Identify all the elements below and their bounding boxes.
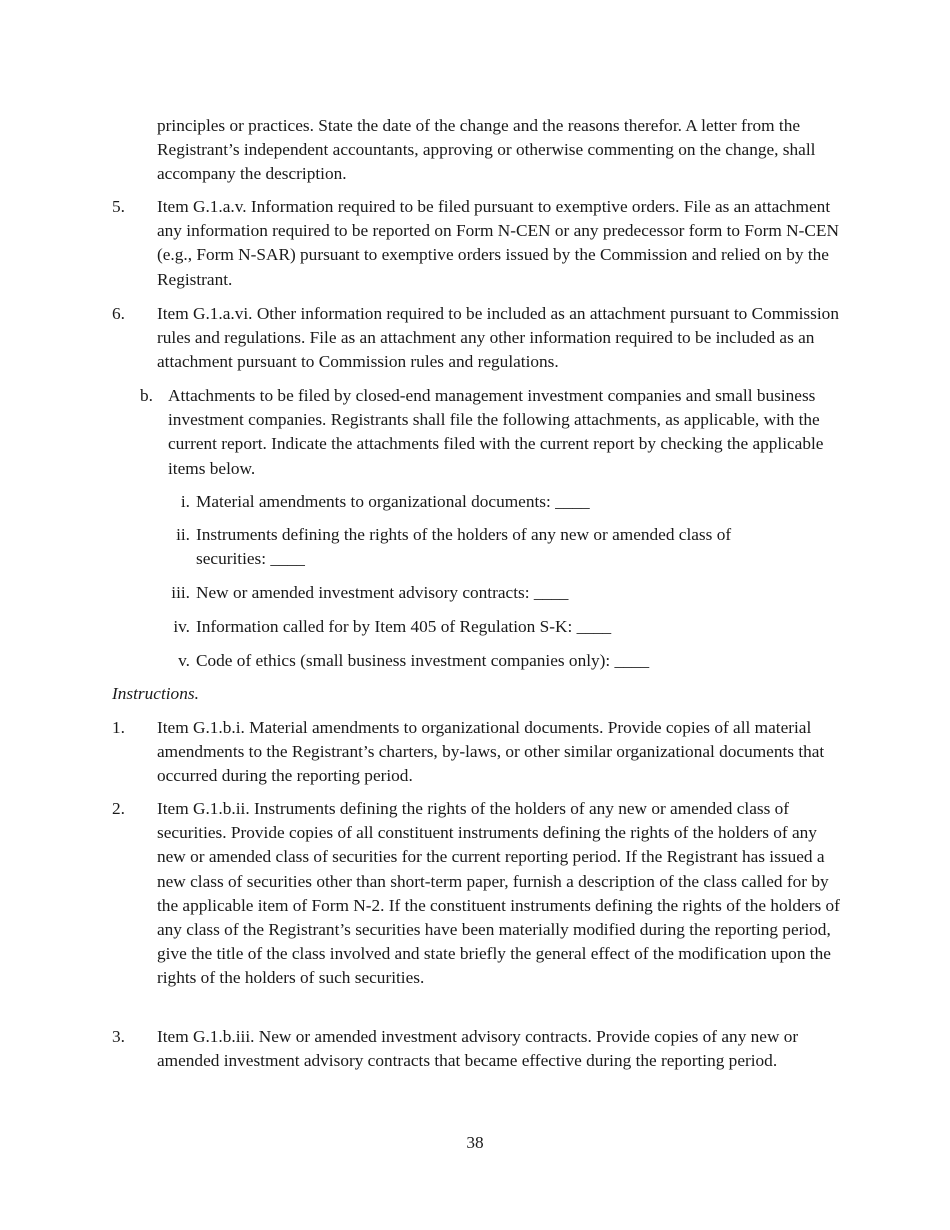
page-number: 38 <box>466 1133 484 1152</box>
instruction-1-number: 1. <box>112 718 125 737</box>
item-5-text: Item G.1.a.v. Information required to be filed pursuant to exemptive orders. File as an attachment any information required to be reported on Form N-CEN or any predecessor form to Form N-CEN (e.g., Form N-SAR) pursuant to exemptive orders issued by the Commission and relied on by the Registrant. <box>157 197 839 289</box>
section-b-label: b. <box>140 386 153 405</box>
subitem-iii-label: iii. <box>171 583 190 602</box>
subitem-i-text: Material amendments to organizational documents: ____ <box>196 492 590 511</box>
item-6-text: Item G.1.a.vi. Other information required to be included as an attachment pursuant to Commission rules and regulations. File as an attachment any other information required to be included as an attachment pursuant to Commission rules and regulations. <box>157 304 839 372</box>
section-b-text: Attachments to be filed by closed-end management investment companies and small business investment companies. Registrants shall file the following attachments, as applicable, with the current report. Indicate the attachments filed with the current report by checking the applicable items below. <box>168 386 824 478</box>
subitem-ii-text: Instruments defining the rights of the holders of any new or amended class of securities: ____ <box>196 525 732 569</box>
subitem-iv-text: Information called for by Item 405 of Regulation S-K: ____ <box>196 617 612 636</box>
item-6-number: 6. <box>112 304 125 323</box>
instruction-3-number: 3. <box>112 1027 125 1046</box>
instruction-1-text: Item G.1.b.i. Material amendments to organizational documents. Provide copies of all material amendments to the Registrant’s charters, by-laws, or other similar organizational documents that occurred during the reporting period. <box>157 718 825 786</box>
instructions-heading: Instructions. <box>112 684 199 703</box>
subitem-iv-label: iv. <box>173 617 190 636</box>
subitem-v-text: Code of ethics (small business investment companies only): ____ <box>196 651 650 670</box>
subitem-ii-label: ii. <box>176 525 190 544</box>
subitem-v-label: v. <box>178 651 190 670</box>
instruction-2-text: Item G.1.b.ii. Instruments defining the rights of the holders of any new or amended class of securities. Provide copies of all constituent instruments defining the rights of the holders of any new or amended class of securities for the current reporting period. If the Registrant has issued a new class of securities other than short-term paper, furnish a description of the class called for by the applicable item of Form N-2. If the constituent instruments defining the rights of the holders of any class of the Registrant’s securities have been materially modified during the reporting period, give the title of the class involved and state briefly the general effect of the modification upon the rights of the holders of such securities. <box>157 799 840 988</box>
item-5-number: 5. <box>112 197 125 216</box>
instruction-3-text: Item G.1.b.iii. New or amended investment advisory contracts. Provide copies of any new or amended investment advisory contracts that became effective during the reporting period. <box>157 1027 799 1071</box>
continuation-paragraph: principles or practices. State the date of the change and the reasons therefor. A letter from the Registrant’s independent accountants, approving or otherwise commenting on the change, shall accompany the description. <box>157 116 816 184</box>
subitem-iii-text: New or amended investment advisory contracts: ____ <box>196 583 569 602</box>
instruction-2-number: 2. <box>112 799 125 818</box>
subitem-i-label: i. <box>180 492 190 511</box>
